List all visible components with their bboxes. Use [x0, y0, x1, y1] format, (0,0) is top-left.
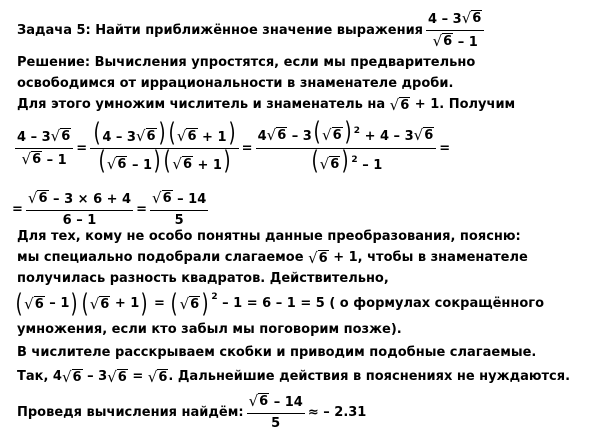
- explanation-line-6: В числителе расскрываем скобки и приводим подобные слагаемые.: [17, 345, 537, 360]
- fraction-expanded: 4 √ 6 – 3( √ 6 ) $^2$ + 4 – 3 √ 6 ( √ 6 ) $^2$ – 1: [256, 122, 437, 175]
- fraction-result: √ 6 – 14 5: [152, 189, 207, 228]
- problem-title: [17, 10, 487, 51]
- explanation-line-2: мы специально подобрали слагаемое √ 6 + 1, чтобы в знаменателе: [17, 249, 528, 267]
- explanation-line-1: Для тех, кому не особо понятны данные преобразования, поясню:: [17, 229, 521, 244]
- explanation-line-5: умножения, если кто забыл мы поговорим позже).: [17, 322, 402, 337]
- explanation-line-7: Так, 4 √ 6 – 3 √ 6 = √ 6 . Дальнейшие действия в пояснениях не нуждаются.: [17, 368, 571, 386]
- final-fraction: √ 6 – 14 5: [248, 392, 303, 431]
- title-fraction: 4 – 3 √ 6 √ 6 – 1: [426, 10, 484, 51]
- explanation-line-3: получилась разность квадратов. Действительно,: [17, 271, 389, 286]
- solution-line-3: Для этого умножим числитель и знаменатель на √ 6 + 1. Получим: [17, 96, 516, 114]
- equation-row-2: = √ 6 – 3 × 6 + 4 6 – 1 = √ 6 – 14 5: [12, 189, 207, 228]
- fraction-simplified: √ 6 – 3 × 6 + 4 6 – 1: [27, 189, 132, 228]
- solution-line-2: освободимся от иррациональности в знаменателе дроби.: [17, 76, 454, 91]
- solution-line-1: Решение: Вычисления упростятся, если мы предварительно: [17, 55, 476, 70]
- title-text: Задача 5: Найти приближённое значение выражения: [17, 22, 424, 38]
- fraction-multiplied: ( 4 – 3 √ 6 ) ( √ 6 + 1) ( √ 6 – 1) ( √ 6 + 1): [90, 123, 239, 174]
- fraction-original: 4 – 3 √ 6 √ 6 – 1: [15, 128, 73, 169]
- explanation-line-4: ( √ 6 – 1 ) ( √ 6 + 1 ) = ( √ 6 ) $^2$ – 1 = 6 – 1 = 5 ( о формулах сокращённого: [15, 289, 545, 319]
- final-line: Проведя вычисления найдём: √ 6 – 14 5 ≈ – 2.31: [17, 392, 367, 431]
- equation-row-1: 4 – 3 √ 6 √ 6 – 1 = ( 4 – 3 √ 6 ) ( √ 6 + 1) ( √ 6 – 1) ( √ 6 + 1) = 4 √ 6 – 3( √ 6 ) $^2$ + 4 – 3 √ 6 ( √ 6 ) $^2$ – 1 =: [17, 117, 451, 176]
